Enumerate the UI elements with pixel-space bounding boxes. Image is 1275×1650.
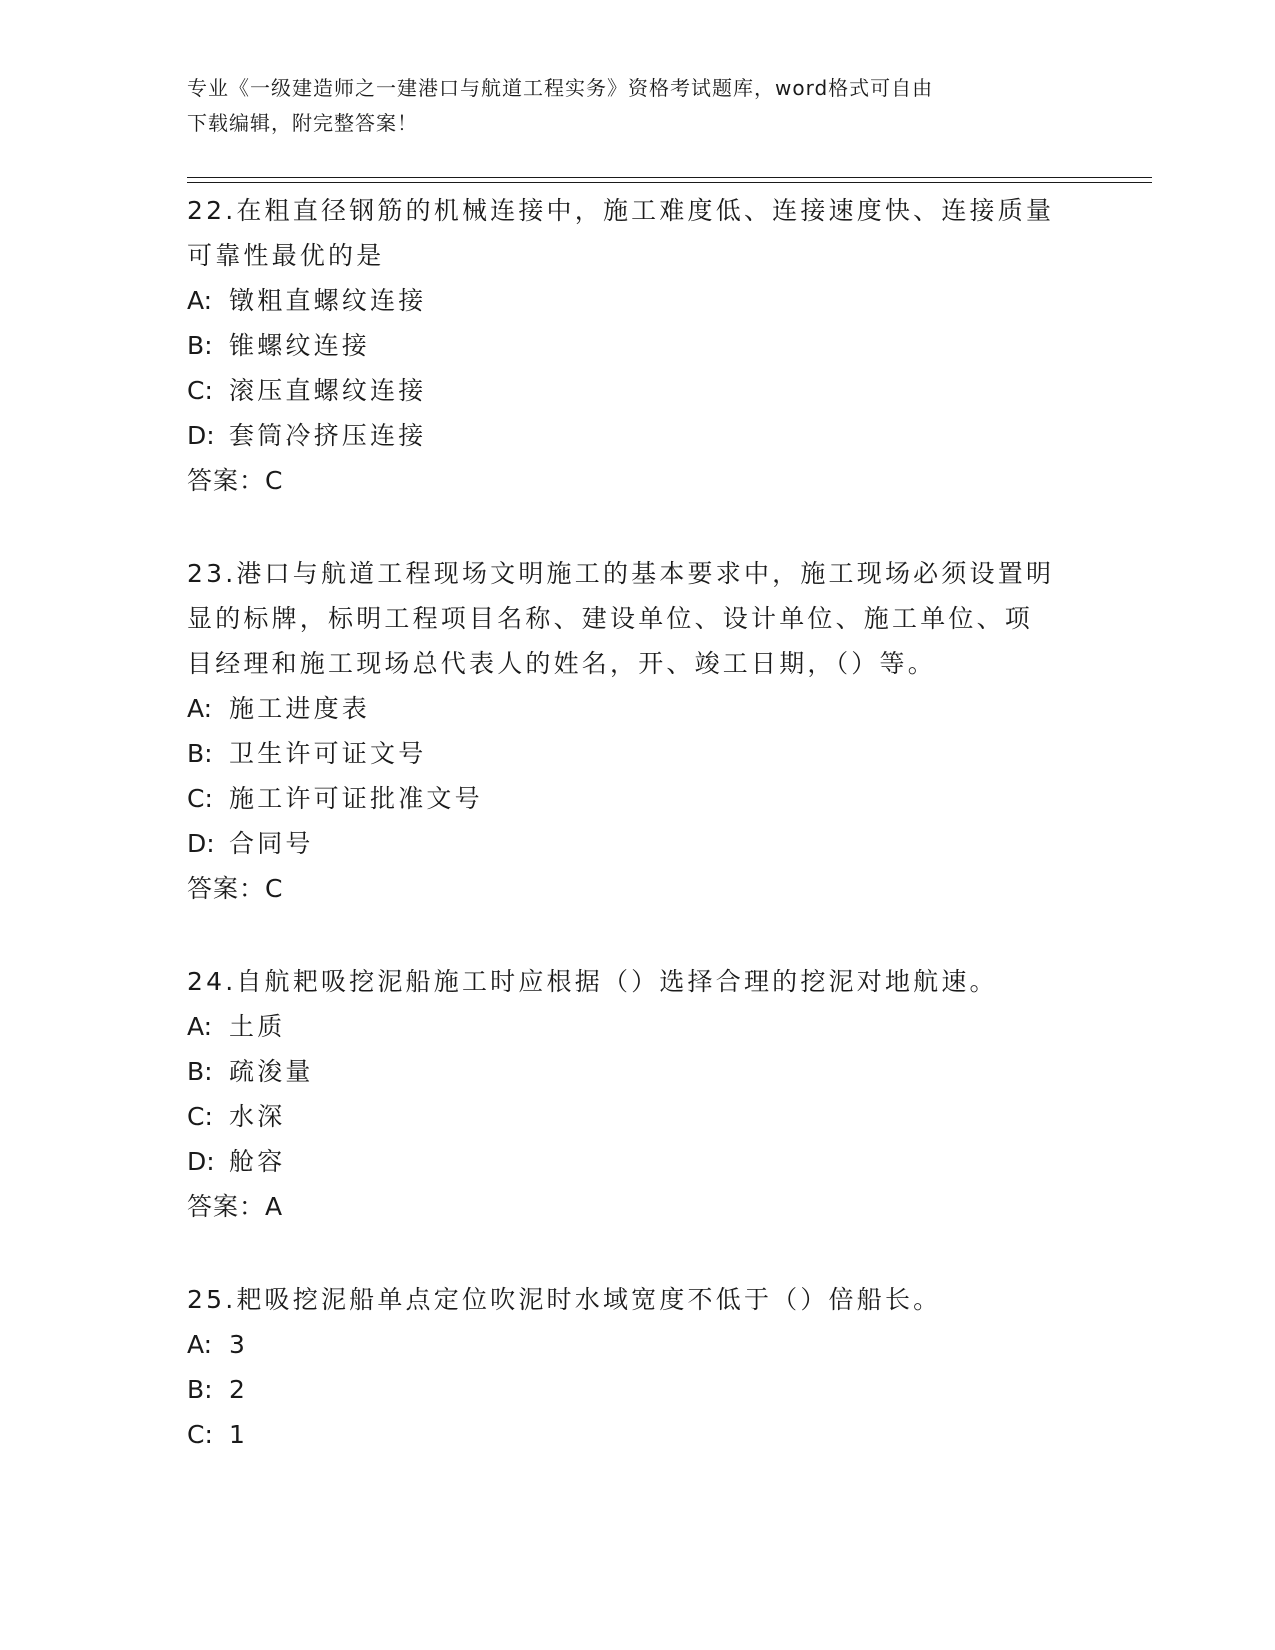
question-block [187,188,1087,503]
question-stem-line: 显的标牌，标明工程项目名称、建设单位、设计单位、施工单位、项 [187,604,1034,633]
answer-option [187,1367,1087,1412]
option-key: A: [187,694,213,723]
answer-option [187,1322,1087,1367]
option-text: 3 [229,1330,249,1359]
answer-option [187,686,1087,731]
option-key: A: [187,1012,213,1041]
header-divider-top [187,177,1152,178]
header-line-2: 下载编辑，附完整答案！ [187,111,418,135]
question-list [187,188,1087,1505]
option-key: A: [187,286,213,315]
answer-key: 答案：C [187,874,284,903]
question-stem-line: 23.港口与航道工程现场文明施工的基本要求中，施工现场必须设置明 [187,559,1055,588]
answer-option [187,1412,1087,1457]
answer-option [187,776,1087,821]
answer-option [187,368,1087,413]
option-key: B: [187,331,213,360]
answer-option [187,1049,1087,1094]
answer-key: 答案：C [187,466,284,495]
option-text: 水深 [229,1102,286,1131]
option-text: 1 [229,1420,249,1449]
answer-option [187,323,1087,368]
question-stem-line: 25.耙吸挖泥船单点定位吹泥时水域宽度不低于（）倍船长。 [187,1285,942,1314]
option-text: 施工进度表 [229,694,371,723]
answer-option [187,731,1087,776]
option-text: 土质 [229,1012,286,1041]
option-key: B: [187,1057,213,1086]
answer-option [187,413,1087,458]
option-text: 舱容 [229,1147,286,1176]
answer-option [187,1139,1087,1184]
option-text: 镦粗直螺纹连接 [229,286,427,315]
question-stem-line: 22.在粗直径钢筋的机械连接中，施工难度低、连接速度快、连接质量 [187,196,1055,225]
question-stem-line: 24.自航耙吸挖泥船施工时应根据（）选择合理的挖泥对地航速。 [187,967,998,996]
option-key: D: [187,1147,215,1176]
question-stem-line: 目经理和施工现场总代表人的姓名，开、竣工日期，（）等。 [187,649,936,678]
answer-key: 答案：A [187,1192,284,1221]
question-block [187,1277,1087,1457]
question-stem-line: 可靠性最优的是 [187,241,385,270]
option-text: 施工许可证批准文号 [229,784,483,813]
option-key: A: [187,1330,213,1359]
option-key: C: [187,1102,213,1131]
question-block [187,551,1087,911]
answer-option [187,278,1087,323]
answer-option [187,1094,1087,1139]
option-key: B: [187,739,213,768]
option-text: 卫生许可证文号 [229,739,427,768]
answer-option [187,1004,1087,1049]
option-key: D: [187,421,215,450]
header-divider-bottom [187,182,1152,183]
option-text: 套筒冷挤压连接 [229,421,427,450]
option-key: B: [187,1375,213,1404]
answer-option [187,821,1087,866]
option-key: C: [187,376,213,405]
option-text: 滚压直螺纹连接 [229,376,427,405]
option-key: C: [187,1420,213,1449]
option-text: 2 [229,1375,249,1404]
question-block [187,959,1087,1229]
option-text: 锥螺纹连接 [229,331,371,360]
document-header [187,71,1067,141]
option-key: C: [187,784,213,813]
header-line-1: 专业《一级建造师之一建港口与航道工程实务》资格考试题库，word格式可自由 [187,76,934,100]
option-key: D: [187,829,215,858]
option-text: 疏浚量 [229,1057,314,1086]
option-text: 合同号 [229,829,314,858]
